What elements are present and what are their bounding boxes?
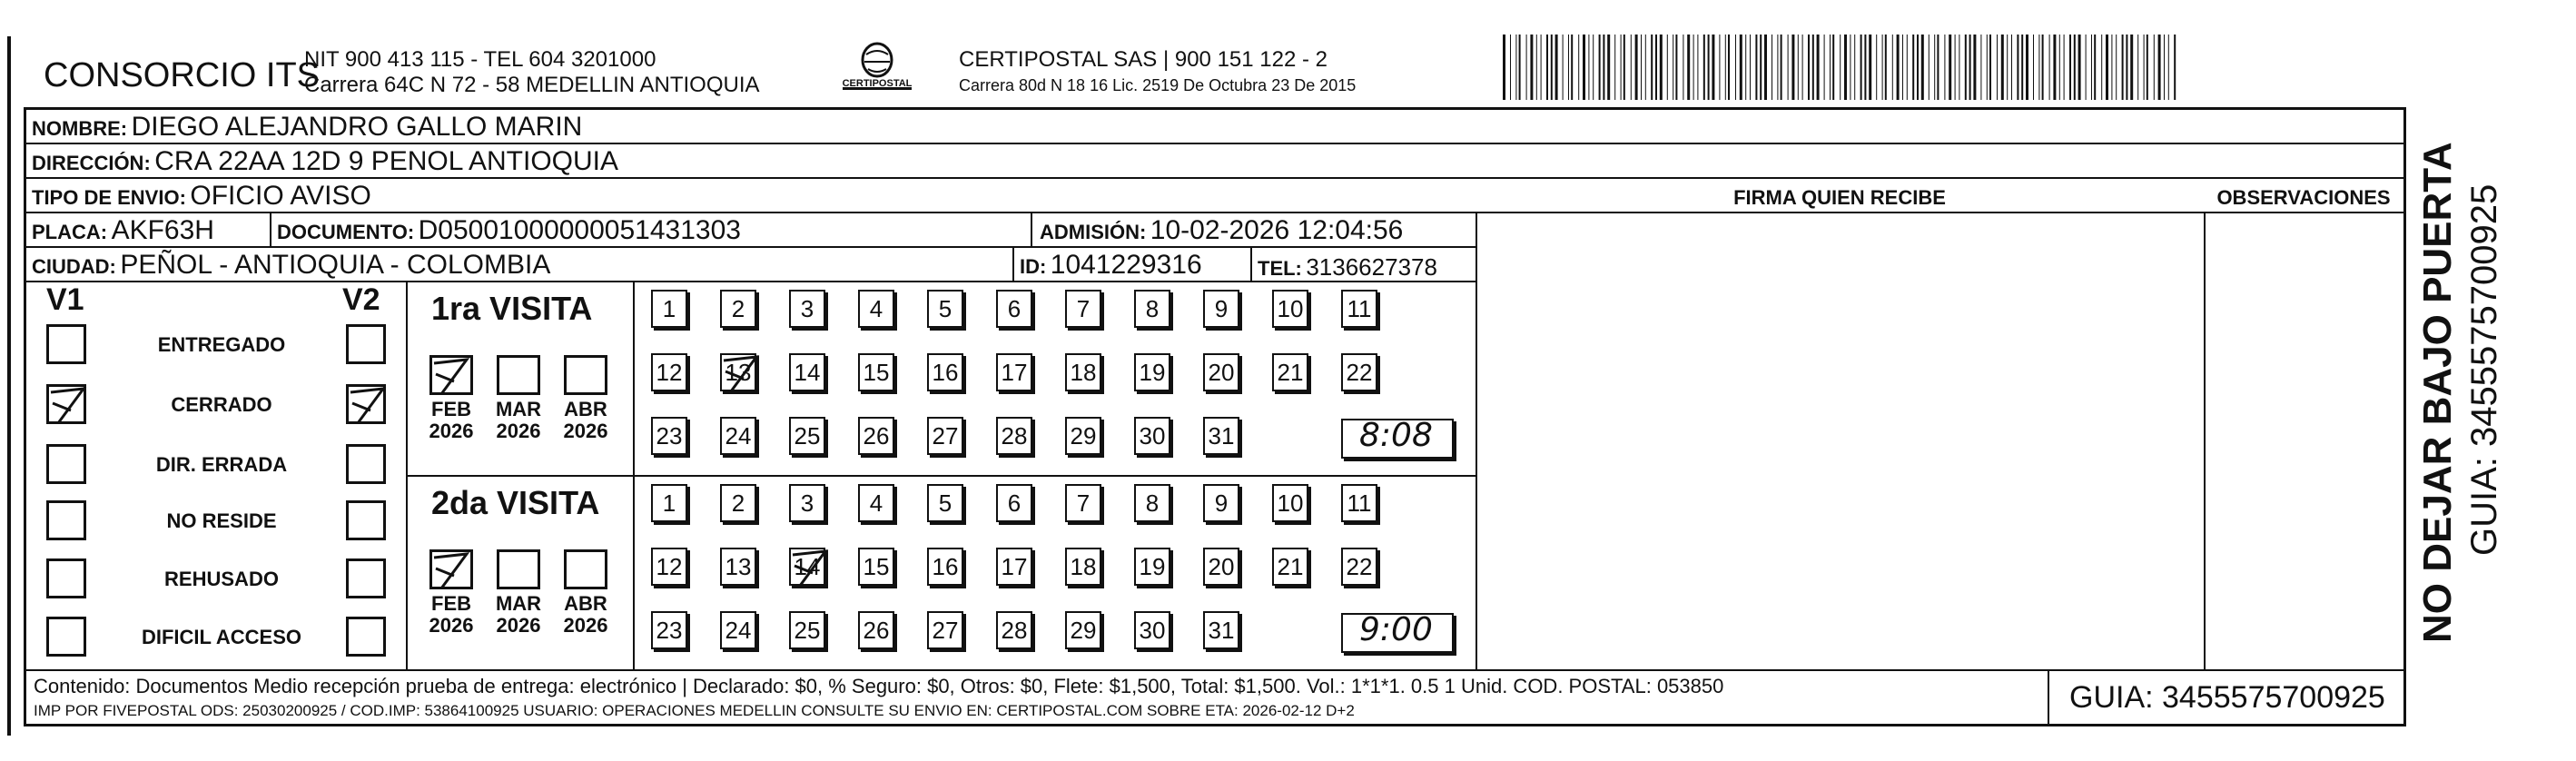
- v1-checkbox: [46, 324, 86, 364]
- visit-row-divider: [406, 475, 1476, 477]
- barcode-bar: [1817, 35, 1820, 100]
- barcode-bar: [1777, 35, 1778, 100]
- barcode-bar: [1519, 35, 1521, 100]
- day-cell: 7: [1065, 290, 1101, 328]
- barcode-bar: [1902, 35, 1903, 100]
- barcode-bar: [2038, 35, 2039, 100]
- logo-text: CERTIPOSTAL: [842, 78, 913, 89]
- barcode-bar: [2074, 35, 2076, 100]
- barcode-bar: [1555, 35, 1558, 100]
- admission-value: 10-02-2026 12:04:56: [1150, 215, 1404, 245]
- barcode-bar: [2164, 35, 2165, 100]
- day-cell: 28: [996, 611, 1032, 649]
- barcode-bar: [1997, 35, 1998, 100]
- document-value: D05001000000051431303: [418, 215, 741, 245]
- row-divider: [26, 143, 2403, 144]
- row-divider: [26, 177, 2403, 179]
- delivery-form: [24, 107, 2406, 726]
- barcode-bar: [1955, 35, 1956, 100]
- day-cell: 5: [927, 290, 963, 328]
- barcode-bar: [1917, 35, 1919, 100]
- barcode: [1503, 35, 2179, 100]
- barcode-bar: [2126, 35, 2127, 100]
- address-row: [32, 146, 618, 177]
- day-cell: 5: [927, 484, 963, 522]
- certipostal-name: CERTIPOSTAL SAS | 900 151 122 - 2: [959, 47, 1327, 72]
- plate-label: PLACA:: [32, 221, 108, 243]
- v2-checkbox: [346, 617, 386, 657]
- day-cell: 30: [1134, 417, 1170, 455]
- company-name: CONSORCIO ITS: [44, 56, 321, 94]
- barcode-bar: [1526, 35, 1527, 100]
- barcode-bar: [1876, 35, 1877, 100]
- print-line: IMP POR FIVEPOSTAL ODS: 25030200925 / COD.IMP: 53864100925 USUARIO: OPERACIONES MEDELLIN CONSULTE SU ENVIO EN: CERTIPOSTAL.COM SOBRE ETA: 2026-02-12 D+2: [34, 702, 1355, 719]
- v1-header: V1: [46, 282, 84, 317]
- barcode-bar: [2137, 35, 2138, 100]
- barcode-bar: [1755, 35, 1757, 100]
- month-year: 2026: [429, 614, 474, 637]
- barcode-bar: [1655, 35, 1657, 100]
- barcode-bar: [1854, 35, 1855, 100]
- barcode-bar: [1593, 35, 1594, 100]
- v1-checkbox: [46, 384, 86, 424]
- send-type-label: TIPO DE ENVIO:: [32, 186, 186, 209]
- barcode-bar: [1635, 35, 1638, 100]
- barcode-bar: [1791, 35, 1794, 100]
- barcode-bar: [1830, 35, 1831, 100]
- visit-time-handwritten: 9:00: [1359, 611, 1433, 648]
- cell-divider: [270, 212, 271, 246]
- day-cell: 24: [720, 417, 756, 455]
- barcode-bar: [2130, 35, 2133, 100]
- barcode-bar: [2174, 35, 2176, 100]
- day-check-mark: [720, 351, 764, 395]
- barcode-bar: [1515, 35, 1516, 100]
- barcode-bar: [1973, 35, 1976, 100]
- address-label: DIRECCIÓN:: [32, 152, 151, 174]
- day-cell: 9: [1203, 484, 1239, 522]
- barcode-bar: [2026, 35, 2028, 100]
- month-year: 2026: [496, 614, 541, 637]
- footer-guide: GUIA: 3455575700925: [2069, 680, 2385, 715]
- name-label: NOMBRE:: [32, 117, 128, 140]
- tel-label: TEL:: [1258, 257, 1302, 280]
- day-cell: 14: [789, 548, 825, 586]
- barcode-bar: [1510, 35, 1511, 100]
- barcode-bar: [1675, 35, 1677, 100]
- month-label: MAR: [495, 398, 542, 420]
- day-cell: 27: [927, 417, 963, 455]
- v2-checkbox: [346, 558, 386, 598]
- send-type-row: [32, 181, 371, 212]
- barcode-bar: [1719, 35, 1720, 100]
- month-year: 2026: [563, 420, 608, 442]
- month-year: 2026: [429, 420, 474, 442]
- barcode-bar: [1660, 35, 1663, 100]
- barcode-bar: [2049, 35, 2050, 100]
- day-cell: 25: [789, 611, 825, 649]
- barcode-bar: [1912, 35, 1914, 100]
- month-checkbox: [497, 355, 540, 395]
- barcode-bar: [2001, 35, 2004, 100]
- day-cell: 22: [1341, 548, 1377, 586]
- barcode-bar: [1645, 35, 1646, 100]
- day-cell: 21: [1272, 353, 1308, 391]
- day-cell: 13: [720, 548, 756, 586]
- month-year: 2026: [563, 614, 608, 637]
- month-label: MAR: [495, 592, 542, 615]
- status-option-label: NO RESIDE: [166, 509, 277, 532]
- day-cell: 7: [1065, 484, 1101, 522]
- document-cell: [277, 215, 741, 246]
- id-label: ID:: [1020, 255, 1047, 278]
- day-cell: 20: [1203, 548, 1239, 586]
- day-cell: 11: [1341, 290, 1377, 328]
- barcode-bar: [2154, 35, 2155, 100]
- day-cell: 15: [858, 548, 894, 586]
- document-label: DOCUMENTO:: [277, 221, 415, 243]
- v2-header: V2: [342, 282, 380, 317]
- day-cell: 30: [1134, 611, 1170, 649]
- v1-check-mark: [47, 383, 91, 427]
- day-cell: 20: [1203, 353, 1239, 391]
- barcode-bar: [1812, 35, 1814, 100]
- barcode-bar: [1631, 35, 1632, 100]
- month-label: FEB: [431, 398, 471, 420]
- admission-cell: [1040, 215, 1403, 246]
- barcode-bar: [1882, 35, 1883, 100]
- barcode-bar: [1869, 35, 1871, 100]
- row-divider: [26, 246, 1476, 248]
- barcode-bar: [1728, 35, 1730, 100]
- barcode-bar: [1944, 35, 1945, 100]
- send-type: OFICIO AVISO: [190, 181, 371, 211]
- barcode-bar: [1850, 35, 1851, 100]
- barcode-bar: [1546, 35, 1548, 100]
- barcode-bar: [2007, 35, 2008, 100]
- barcode-bar: [2111, 35, 2112, 100]
- id-cell: [1020, 250, 1202, 281]
- certipostal-info: [959, 47, 1356, 98]
- barcode-bar: [2116, 35, 2117, 100]
- day-cell: 18: [1065, 548, 1101, 586]
- day-cell: 3: [789, 290, 825, 328]
- v2-checkbox: [346, 444, 386, 484]
- barcode-bar: [1607, 35, 1610, 100]
- day-cell: 25: [789, 417, 825, 455]
- barcode-bar: [1802, 35, 1803, 100]
- day-cell: 14: [789, 353, 825, 391]
- day-cell: 1: [651, 290, 687, 328]
- row-divider: [26, 212, 2403, 213]
- month-checkbox: [564, 549, 607, 589]
- barcode-bar: [1745, 35, 1746, 100]
- day-cell: 11: [1341, 484, 1377, 522]
- barcode-bar: [2078, 35, 2081, 100]
- day-cell: 26: [858, 417, 894, 455]
- barcode-bar: [1808, 35, 1810, 100]
- day-cell: 8: [1134, 484, 1170, 522]
- barcode-bar: [1897, 35, 1900, 100]
- col-divider: [2204, 212, 2206, 669]
- day-cell: 31: [1203, 611, 1239, 649]
- city-value: PEÑOL - ANTIOQUIA - COLOMBIA: [120, 250, 551, 280]
- barcode-bar: [1987, 35, 1988, 100]
- barcode-bar: [1937, 35, 1939, 100]
- barcode-bar: [1969, 35, 1971, 100]
- barcode-bar: [2053, 35, 2056, 100]
- day-cell: 21: [1272, 548, 1308, 586]
- visit-time-handwritten: 8:08: [1359, 417, 1433, 454]
- barcode-bar: [1798, 35, 1799, 100]
- month-label: FEB: [431, 592, 471, 615]
- barcode-bar: [1885, 35, 1887, 100]
- status-option-label: ENTREGADO: [157, 333, 286, 356]
- cell-divider: [1012, 246, 1014, 281]
- barcode-bar: [1929, 35, 1930, 100]
- barcode-bar: [2086, 35, 2087, 100]
- barcode-bar: [2144, 35, 2145, 100]
- day-cell: 31: [1203, 417, 1239, 455]
- day-cell: 28: [996, 417, 1032, 455]
- visit-title: 2da VISITA: [431, 484, 600, 521]
- side-guide-number: GUIA: 3455575700925: [2464, 183, 2504, 556]
- status-option-label: CERRADO: [171, 393, 272, 416]
- barcode-bar: [1725, 35, 1726, 100]
- barcode-bar: [1844, 35, 1847, 100]
- admission-label: ADMISIÓN:: [1040, 221, 1147, 243]
- day-cell: 12: [651, 353, 687, 391]
- day-cell: 16: [927, 353, 963, 391]
- day-cell: 19: [1134, 548, 1170, 586]
- barcode-bar: [1712, 35, 1714, 100]
- barcode-bar: [1735, 35, 1736, 100]
- barcode-bar: [1568, 35, 1569, 100]
- barcode-bar: [2122, 35, 2124, 100]
- day-cell: 22: [1341, 353, 1377, 391]
- barcode-bar: [2069, 35, 2071, 100]
- day-cell: 12: [651, 548, 687, 586]
- day-cell: 15: [858, 353, 894, 391]
- barcode-bar: [1541, 35, 1542, 100]
- barcode-bar: [1563, 35, 1564, 100]
- month-check-mark: [430, 549, 474, 592]
- barcode-bar: [1708, 35, 1710, 100]
- barcode-bar: [1624, 35, 1625, 100]
- day-check-mark: [789, 546, 833, 589]
- plate-cell: [32, 215, 214, 246]
- month-year: 2026: [496, 420, 541, 442]
- v1-checkbox: [46, 500, 86, 540]
- observations-header: OBSERVACIONES: [2216, 186, 2391, 209]
- day-cell: 6: [996, 484, 1032, 522]
- visit-title: 1ra VISITA: [431, 290, 593, 327]
- signature-header: FIRMA QUIEN RECIBE: [1733, 186, 1946, 209]
- frame-left-edge: [7, 36, 11, 736]
- barcode-bar: [1949, 35, 1951, 100]
- barcode-bar: [1860, 35, 1862, 100]
- barcode-bar: [1614, 35, 1615, 100]
- footer-col-divider: [2048, 669, 2049, 724]
- status-option-label: DIR. ERRADA: [155, 453, 288, 476]
- barcode-bar: [1832, 35, 1834, 100]
- month-label: ABR: [564, 398, 607, 420]
- day-cell: 10: [1272, 484, 1308, 522]
- day-cell: 3: [789, 484, 825, 522]
- barcode-bar: [1760, 35, 1762, 100]
- barcode-bar: [1892, 35, 1893, 100]
- day-cell: 18: [1065, 353, 1101, 391]
- name-row: [32, 112, 582, 143]
- barcode-bar: [2147, 35, 2148, 100]
- month-checkbox: [564, 355, 607, 395]
- month-check-mark: [430, 354, 474, 398]
- barcode-bar: [1740, 35, 1742, 100]
- day-cell: 17: [996, 353, 1032, 391]
- barcode-bar: [1530, 35, 1533, 100]
- day-cell: 2: [720, 484, 756, 522]
- day-cell: 29: [1065, 417, 1101, 455]
- barcode-bar: [1980, 35, 1981, 100]
- recipient-address: CRA 22AA 12D 9 PENOL ANTIOQUIA: [154, 146, 618, 176]
- barcode-bar: [1965, 35, 1967, 100]
- plate-value: AKF63H: [111, 215, 214, 245]
- barcode-bar: [1603, 35, 1604, 100]
- day-cell: 4: [858, 484, 894, 522]
- v2-check-mark: [347, 383, 390, 427]
- barcode-bar: [1697, 35, 1698, 100]
- barcode-bar: [1651, 35, 1653, 100]
- barcode-bar: [1921, 35, 1924, 100]
- barcode-bar: [1583, 35, 1585, 100]
- barcode-bar: [2017, 35, 2018, 100]
- day-cell: 29: [1065, 611, 1101, 649]
- v2-checkbox: [346, 384, 386, 424]
- barcode-bar: [1571, 35, 1573, 100]
- barcode-bar: [1781, 35, 1782, 100]
- day-cell: 1: [651, 484, 687, 522]
- certipostal-logo: [837, 40, 917, 104]
- id-value: 1041229316: [1050, 250, 1202, 280]
- v1-checkbox: [46, 444, 86, 484]
- city-label: CIUDAD:: [32, 255, 116, 278]
- v2-checkbox: [346, 500, 386, 540]
- barcode-bar: [1840, 35, 1841, 100]
- status-option-label: REHUSADO: [164, 568, 279, 590]
- tel-value: 3136627378: [1306, 253, 1437, 281]
- barcode-bar: [2042, 35, 2044, 100]
- barcode-bar: [1750, 35, 1751, 100]
- day-cell: 13: [720, 353, 756, 391]
- barcode-bar: [1551, 35, 1553, 100]
- company-info: [304, 47, 760, 98]
- barcode-bar: [2033, 35, 2034, 100]
- barcode-bar: [1667, 35, 1668, 100]
- certipostal-address: Carrera 80d N 18 16 Lic. 2519 De Octubra 23 De 2015: [959, 76, 1357, 94]
- cell-divider: [1250, 246, 1252, 281]
- barcode-bar: [2091, 35, 2092, 100]
- day-cell: 9: [1203, 290, 1239, 328]
- month-checkbox: [429, 355, 473, 395]
- month-label: ABR: [564, 592, 607, 615]
- barcode-bar: [1934, 35, 1935, 100]
- day-cell: 23: [651, 417, 687, 455]
- day-cell: 26: [858, 611, 894, 649]
- company-address: Carrera 64C N 72 - 58 MEDELLIN ANTIOQUIA: [304, 73, 760, 97]
- day-cell: 6: [996, 290, 1032, 328]
- v1-checkbox: [46, 617, 86, 657]
- contents-line: Contenido: Documentos Medio recepción prueba de entrega: electrónico | Declarado: $0, % Seguro: $0, Otros: $0, Flete: $1,500, Total: $1,500. Vol.: 1*1*1. 0.5 1 Unid. COD. POSTAL: 053850: [34, 675, 1724, 697]
- barcode-bar: [1599, 35, 1601, 100]
- recipient-name: DIEGO ALEJANDRO GALLO MARIN: [131, 112, 583, 142]
- barcode-bar: [2064, 35, 2065, 100]
- barcode-bar: [1687, 35, 1690, 100]
- no-under-door-warning: NO DEJAR BAJO PUERTA: [2415, 142, 2460, 643]
- barcode-bar: [1824, 35, 1825, 100]
- barcode-bar: [2158, 35, 2161, 100]
- day-cell: 17: [996, 548, 1032, 586]
- barcode-bar: [1703, 35, 1705, 100]
- v2-checkbox: [346, 324, 386, 364]
- barcode-bar: [1588, 35, 1589, 100]
- day-cell: 10: [1272, 290, 1308, 328]
- day-cell: 27: [927, 611, 963, 649]
- day-cell: 8: [1134, 290, 1170, 328]
- barcode-bar: [1641, 35, 1642, 100]
- day-cell: 19: [1134, 353, 1170, 391]
- barcode-bar: [2101, 35, 2102, 100]
- barcode-bar: [2011, 35, 2012, 100]
- barcode-bar: [1578, 35, 1579, 100]
- barcode-bar: [1503, 35, 1505, 100]
- col-divider: [1476, 212, 1477, 669]
- cell-divider: [1031, 212, 1032, 246]
- barcode-bar: [1907, 35, 1908, 100]
- barcode-bar: [1621, 35, 1622, 100]
- tel-cell: [1258, 253, 1437, 282]
- month-checkbox: [429, 549, 473, 589]
- day-cell: 23: [651, 611, 687, 649]
- barcode-bar: [1764, 35, 1767, 100]
- v1-checkbox: [46, 558, 86, 598]
- barcode-bar: [2106, 35, 2108, 100]
- barcode-bar: [1693, 35, 1694, 100]
- barcode-bar: [1788, 35, 1789, 100]
- barcode-bar: [2094, 35, 2096, 100]
- status-option-label: DIFICIL ACCESO: [141, 626, 301, 648]
- barcode-bar: [2059, 35, 2060, 100]
- city-cell: [32, 250, 550, 281]
- barcode-bar: [1864, 35, 1866, 100]
- day-cell: 24: [720, 611, 756, 649]
- month-checkbox: [497, 549, 540, 589]
- nit-line: NIT 900 413 115 - TEL 604 3201000: [304, 47, 656, 72]
- day-cell: 4: [858, 290, 894, 328]
- barcode-bar: [1989, 35, 1991, 100]
- day-cell: 16: [927, 548, 963, 586]
- day-cell: 2: [720, 290, 756, 328]
- barcode-bar: [2168, 35, 2169, 100]
- barcode-bar: [1536, 35, 1537, 100]
- barcode-bar: [2021, 35, 2023, 100]
